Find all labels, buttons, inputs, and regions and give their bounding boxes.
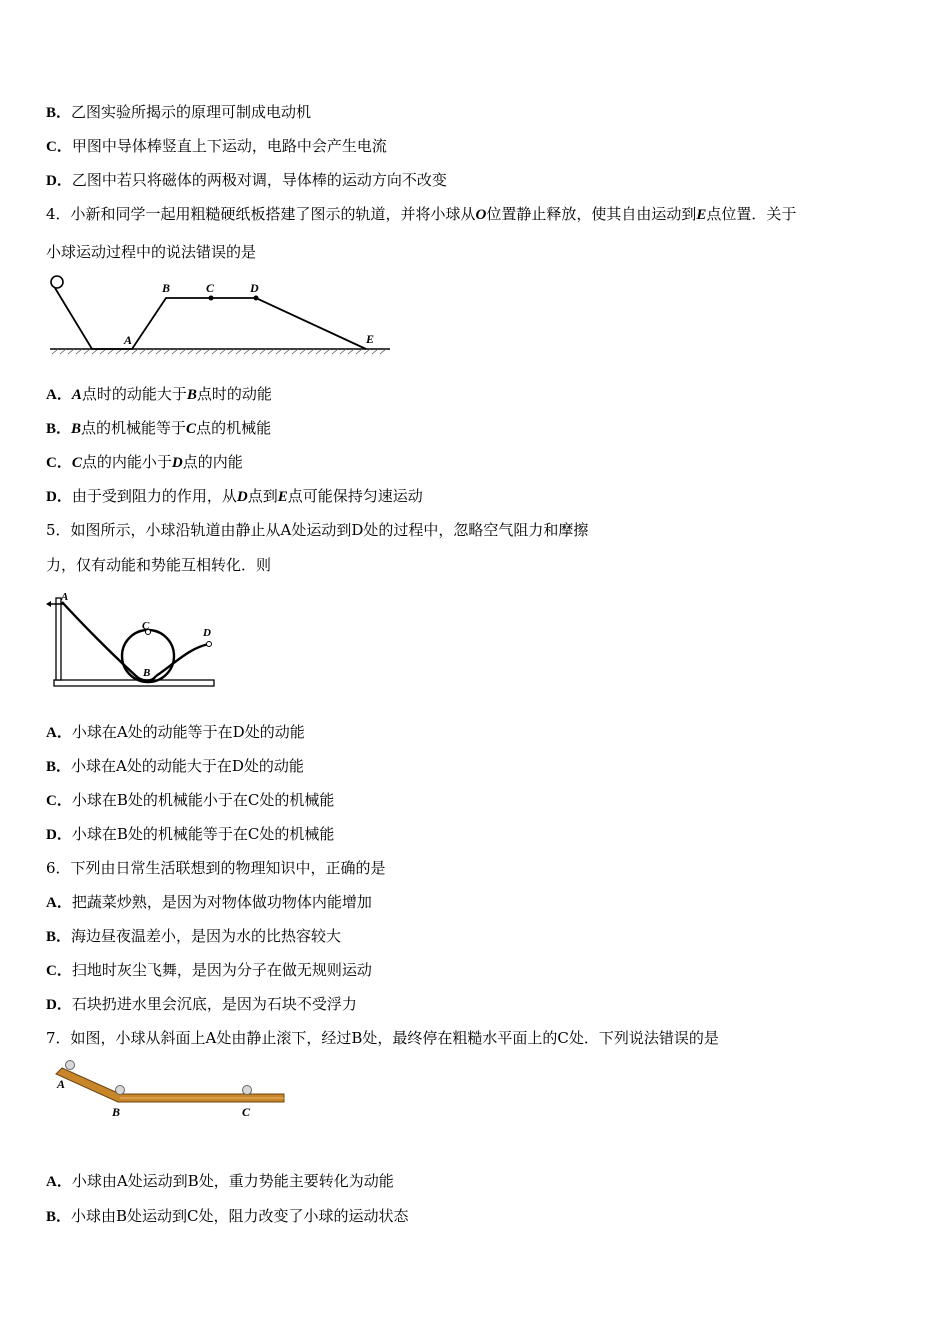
option-var: B — [71, 421, 82, 437]
q4-option-a — [46, 384, 272, 405]
option-letter: B． — [46, 929, 72, 945]
q4-stem-part: 位置静止释放，使其自由运动到 — [486, 205, 697, 223]
option-text: 小球由A处运动到B处，重力势能主要转化为动能 — [71, 1172, 394, 1190]
q7-slope-figure — [50, 1056, 290, 1122]
option-text: 石块扔进水里会沉底，是因为石块不受浮力 — [71, 995, 357, 1013]
label-a: A — [61, 591, 69, 603]
option-letter: D． — [46, 173, 72, 189]
option-letter: C． — [46, 793, 72, 809]
base-plate — [54, 680, 214, 686]
option-text: 甲图中导体棒竖直上下运动，电路中会产生电流 — [71, 137, 387, 155]
option-text: 点的机械能 — [196, 419, 272, 437]
q7-stem: 7．如图，小球从斜面上A处由静止滚下，经过B处，最终停在粗糙水平面上的C处．下列说法错误的是 — [46, 1029, 719, 1047]
q6-option-a — [46, 892, 372, 913]
label-c: C — [242, 1105, 251, 1119]
ball-c — [243, 1086, 252, 1095]
q3-option-b — [46, 102, 311, 123]
option-text: 乙图中若只将磁体的两极对调，导体棒的运动方向不改变 — [71, 171, 447, 189]
option-text: 点时的动能大于 — [81, 385, 187, 403]
label-b: B — [143, 667, 151, 679]
option-letter: A． — [46, 387, 72, 403]
q4-stem-part: 4．小新和同学一起用粗糙硬纸板搭建了图示的轨道，并将小球从 — [46, 205, 476, 223]
q4-stem-var: E — [696, 207, 707, 223]
q7-option-b — [46, 1206, 409, 1227]
q5-option-a — [46, 722, 305, 743]
q4-option-c — [46, 452, 243, 473]
label-d: D — [203, 627, 211, 639]
option-text: 小球在A处的动能大于在D处的动能 — [71, 757, 304, 775]
q5-loop-figure — [44, 586, 220, 692]
option-letter: A． — [46, 895, 72, 911]
option-text: 小球在A处的动能等于在D处的动能 — [71, 723, 305, 741]
option-letter: C． — [46, 455, 72, 471]
q6-option-c — [46, 960, 372, 981]
option-letter: A． — [46, 1174, 72, 1190]
option-var: C — [186, 421, 197, 437]
slope-track — [56, 1068, 284, 1102]
q5-stem-line2: 力，仅有动能和势能互相转化．则 — [46, 556, 272, 574]
q4-stem-line2: 小球运动过程中的说法错误的是 — [46, 243, 257, 261]
option-text: 点可能保持匀速运动 — [287, 487, 423, 505]
label-a: A — [57, 1077, 66, 1091]
option-letter: D． — [46, 489, 72, 505]
q5-option-d — [46, 824, 334, 845]
option-var: E — [277, 489, 288, 505]
label-b: B — [112, 1105, 121, 1119]
option-text: 由于受到阻力的作用，从 — [71, 487, 237, 505]
point-d-ball — [207, 642, 212, 647]
option-letter: B． — [46, 1209, 72, 1225]
holder-arrow — [46, 601, 51, 607]
option-var: D — [171, 455, 183, 471]
q7-option-a — [46, 1171, 394, 1192]
option-letter: C． — [46, 139, 72, 155]
ball-o — [51, 276, 63, 288]
label-c: C — [142, 620, 150, 632]
ball-a — [66, 1061, 75, 1070]
option-var: C — [71, 455, 82, 471]
ball-b — [116, 1086, 125, 1095]
q5-option-b — [46, 756, 304, 777]
option-text: 点到 — [247, 487, 278, 505]
option-text: 小球由B处运动到C处，阻力改变了小球的运动状态 — [71, 1207, 409, 1225]
q4-stem-var: O — [475, 207, 487, 223]
label-a: A — [124, 333, 133, 347]
point-c-dot — [209, 296, 214, 301]
option-var: D — [236, 489, 248, 505]
q6-option-d — [46, 994, 357, 1015]
option-letter: D． — [46, 997, 72, 1013]
option-letter: B． — [46, 759, 72, 775]
label-c: C — [206, 281, 215, 295]
label-d: D — [250, 281, 259, 295]
q4-option-d — [46, 486, 423, 507]
q4-stem-line1 — [46, 204, 796, 225]
option-text: 乙图实验所揭示的原理可制成电动机 — [71, 103, 312, 121]
option-text: 点时的动能 — [196, 385, 272, 403]
q5-stem-line1: 5．如图所示，小球沿轨道由静止从A处运动到D处的过程中，忽略空气阻力和摩擦 — [46, 521, 589, 539]
option-text: 海边昼夜温差小，是因为水的比热容较大 — [71, 927, 342, 945]
option-text: 点的机械能等于 — [81, 419, 187, 437]
option-text: 扫地时灰尘飞舞，是因为分子在做无规则运动 — [71, 961, 372, 979]
label-e: E — [366, 332, 375, 346]
option-text: 点的内能小于 — [81, 453, 172, 471]
q4-stem-part: 点位置．关于 — [706, 205, 797, 223]
option-letter: C． — [46, 963, 72, 979]
option-text: 把蔬菜炒熟，是因为对物体做功物体内能增加 — [71, 893, 372, 911]
q6-stem: 6．下列由日常生活联想到的物理知识中，正确的是 — [46, 859, 386, 877]
option-letter: A． — [46, 725, 72, 741]
support-post — [56, 598, 61, 680]
option-var: B — [186, 387, 197, 403]
track-exit — [156, 644, 209, 676]
q3-option-c — [46, 136, 387, 157]
option-letter: D． — [46, 827, 72, 843]
q4-track-figure — [44, 270, 396, 358]
option-text: 小球在B处的机械能小于在C处的机械能 — [71, 791, 335, 809]
option-text: 点的内能 — [182, 453, 243, 471]
q3-option-d — [46, 170, 447, 191]
track-descent — [62, 602, 156, 681]
q6-option-b — [46, 926, 341, 947]
point-d-dot — [254, 296, 259, 301]
option-letter: B． — [46, 105, 72, 121]
q4-option-b — [46, 418, 271, 439]
q5-option-c — [46, 790, 334, 811]
option-letter: B． — [46, 421, 72, 437]
option-text: 小球在B处的机械能等于在C处的机械能 — [71, 825, 335, 843]
label-b: B — [162, 281, 171, 295]
option-var: A — [71, 387, 82, 403]
